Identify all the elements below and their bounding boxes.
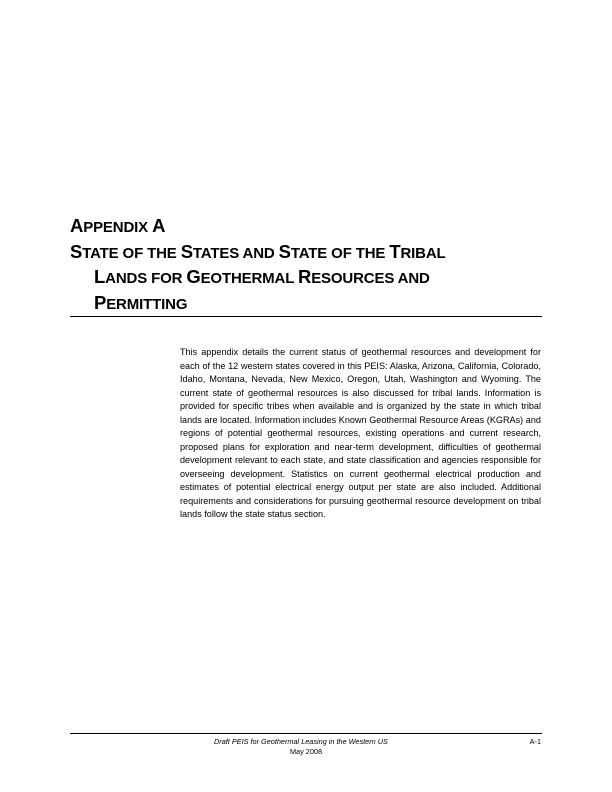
- title-word: TATES AND: [192, 244, 275, 262]
- footer-divider: [70, 733, 542, 734]
- title-cap: T: [389, 240, 401, 262]
- heading-divider: [70, 316, 542, 317]
- title-cap: S: [278, 240, 291, 262]
- intro-paragraph: This appendix details the current status of geothermal resources and development for each of the 12 western states covered in this PEIS: Alaska, Arizona, California, Colorado, Idaho, Montana, Nevada, New Mexico, Oregon, Utah, Washington and Wyoming. The current state of geothermal resources is also discussed for tribal lands. Information is provided for specific tribes when available and is organized by the state in which tribal lands are located. Information includes Known Geothermal Resource Areas (KGRAs) and regions of potential geothermal resources, existing operations and current research, proposed plans for exploration and near-term development, difficulties of geothermal development relevant to each state, and state classification and agencies responsible for overseeing development. Statistics on current geothermal electrical production and estimates of potential electrical energy output per state are also included. Additional requirements and considerations for pursuing geothermal resource development on tribal lands follow the state status section.: [180, 347, 541, 519]
- footer-date: May 2008: [289, 747, 323, 756]
- title-word: EOTHERMAL: [200, 270, 294, 287]
- title-cap: S: [180, 240, 193, 262]
- title-word: ERMITTING: [106, 295, 188, 313]
- footer-document-title: Draft PEIS for Geothermal Leasing in the Western US: [214, 737, 388, 746]
- appendix-letter: A: [152, 215, 166, 236]
- appendix-label-cap: A: [70, 215, 84, 236]
- appendix-label: [70, 214, 542, 240]
- appendix-heading: [70, 214, 542, 316]
- title-cap: R: [297, 266, 312, 287]
- title-cap: G: [186, 266, 201, 287]
- title-word: TATE OF THE: [290, 244, 386, 262]
- title-word: ANDS FOR: [105, 270, 183, 287]
- title-cap: P: [94, 291, 107, 313]
- appendix-label-rest: PPENDIX: [83, 219, 149, 236]
- title-word: RIBAL: [400, 244, 446, 262]
- appendix-title-line-2: [70, 265, 542, 291]
- appendix-title-line-1: [70, 240, 542, 266]
- title-word: ESOURCES AND: [311, 270, 430, 287]
- footer-page-number: A-1: [529, 737, 541, 746]
- title-cap: L: [94, 266, 106, 287]
- title-cap: S: [70, 240, 83, 262]
- appendix-title-line-3: [70, 291, 542, 317]
- title-word: TATE OF THE: [82, 244, 177, 262]
